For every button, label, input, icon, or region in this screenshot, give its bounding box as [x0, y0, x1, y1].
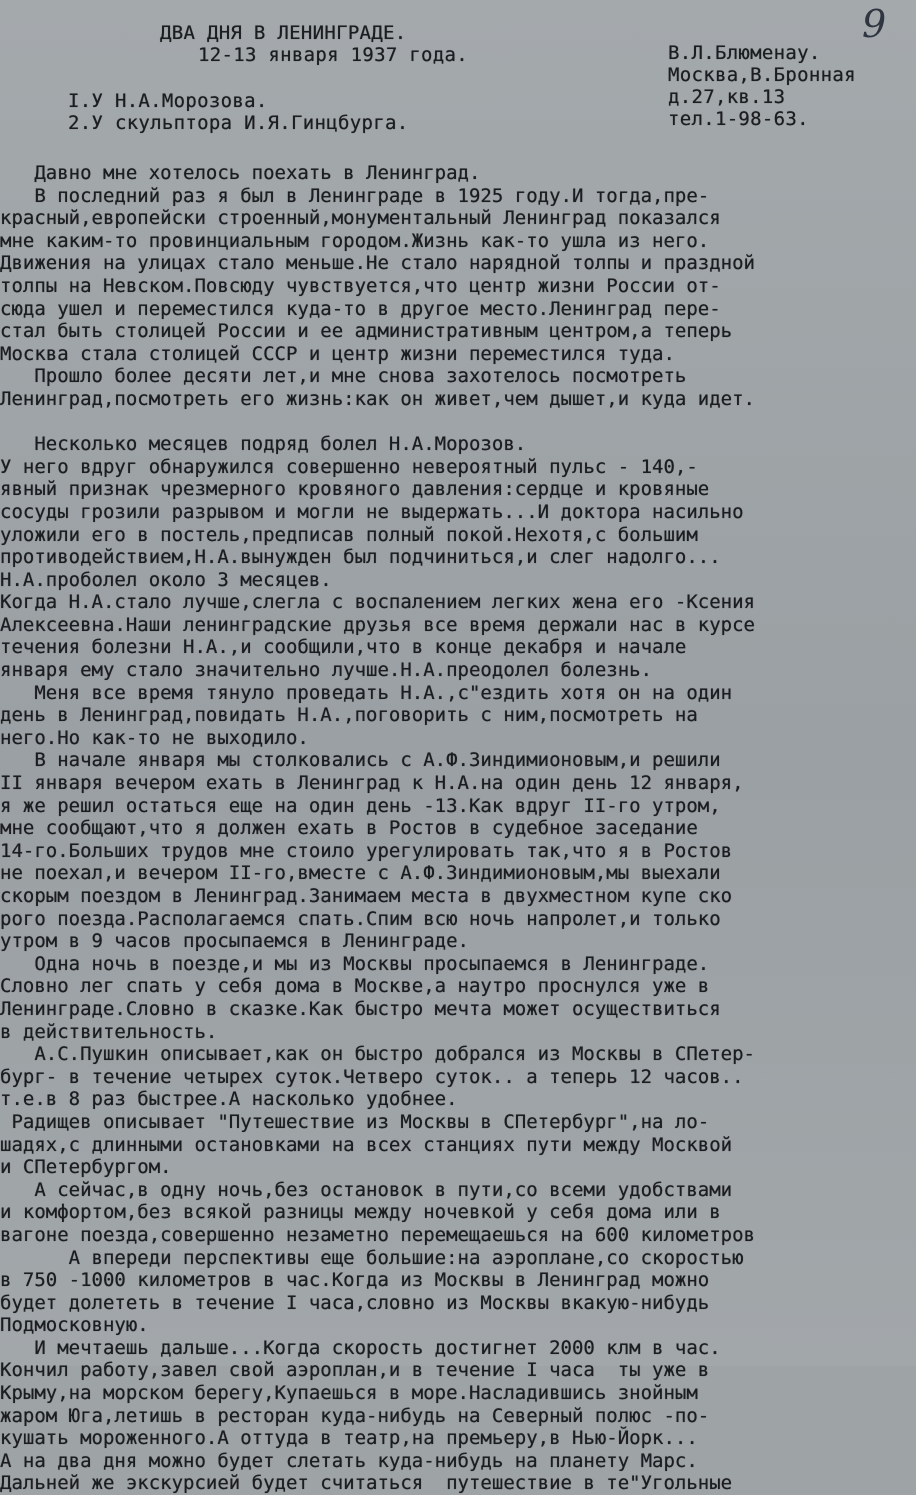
text-line: рого поезда.Располагаемся спать.Спим всю ночь напролет,и только: [0, 907, 721, 930]
text-line: Ленинграде.Словно в сказке.Как быстро мечта может осуществиться: [0, 997, 721, 1020]
text-line: бург- в течение четырех суток.Четверо суток.. а теперь 12 часов..: [0, 1065, 744, 1088]
text-line: будет долететь в течение I часа,словно из Москвы вкакую-нибудь: [0, 1291, 710, 1314]
text-line: Алексеевна.Наши ленинградские друзья все время держали нас в курсе: [0, 613, 755, 636]
text-line: скорым поездом в Ленинград.Занимаем места в двухместном купе ско: [0, 885, 733, 907]
page-number: 9: [862, 2, 887, 46]
text-line: стал быть столицей России и ее административным центром,а теперь: [0, 320, 733, 343]
author-address-street: Москва,В.Бронная: [668, 64, 856, 86]
text-line: Словно лег спать у себя дома в Москве,а наутро проснулся уже в: [0, 975, 710, 998]
text-line: не поехал,и вечером II-го,вместе с А.Ф.Зиндимионовым,мы выехали: [0, 862, 721, 885]
text-line: января ему стало значительно лучше.Н.А.преодолел болезнь.: [0, 659, 653, 682]
text-line: течения болезни Н.А.,и сообщили,что в конце декабря и начале: [0, 636, 687, 659]
text-line: я же решил остаться еще на один день -13.Как вдруг II-го утром,: [0, 794, 721, 817]
text-line: толпы на Невском.Повсюду чувствуется,что центр жизни России от-: [0, 274, 721, 297]
text-line: красный,европейски строенный,монументальный Ленинград показался: [0, 207, 721, 230]
text-line: А сейчас,в одну ночь,без остановок в пути,со всеми удобствами: [0, 1178, 733, 1201]
text-line: Давно мне хотелось поехать в Ленинград.: [0, 162, 481, 184]
text-line: Дальней же экскурсией будет считаться путешествие в те"Угольные: [0, 1472, 733, 1495]
text-line: Крыму,на морском берегу,Купаешься в море.Насладившись знойным: [0, 1382, 698, 1405]
text-line: в действительность.: [0, 1020, 218, 1043]
text-line: Меня все время тянуло проведать Н.А.,с"ездить хотя он на один: [0, 681, 733, 704]
text-line: И мечтаешь дальше...Когда скорость достигнет 2000 клм в час.: [0, 1336, 721, 1359]
author-name: В.Л.Блюменау.: [668, 42, 821, 64]
text-line: противодействием,Н.А.вынужден был подчиниться,и слег надолго...: [0, 546, 721, 569]
text-line: Движения на улицах стало меньше.Не стало нарядной толпы и праздной: [0, 252, 755, 275]
text-line: Ленинград,посмотреть его жизнь:как он живет,чем дышет,и куда идет.: [0, 387, 755, 410]
contents-item-1: I.У Н.А.Морозова.: [68, 90, 268, 112]
text-line: жаром Юга,летишь в ресторан куда-нибудь на Северный полюс -по-: [0, 1404, 710, 1427]
contents-item-2: 2.У скульптора И.Я.Гинцбурга.: [68, 112, 409, 134]
author-phone: тел.1-98-63.: [668, 108, 809, 130]
text-line: Одна ночь в поезде,и мы из Москвы просыпаемся в Ленинграде.: [0, 952, 710, 975]
text-line: Москва стала столицей СССР и центр жизни переместился туда.: [0, 342, 675, 365]
text-line: вагоне поезда,совершенно незаметно перемещаешься на 600 километров: [0, 1223, 755, 1246]
text-line: [0, 411, 916, 434]
text-line: и СПетербургом.: [0, 1156, 172, 1179]
text-line: шадях,с длинными остановками на всех станциях пути между Москвой: [0, 1133, 733, 1156]
text-line: день в Ленинград,повидать Н.А.,поговорить с ним,посмотреть на: [0, 704, 698, 727]
text-line: Радищев описывает "Путешествие из Москвы в СПетербург",на ло-: [0, 1110, 710, 1133]
text-line: Подмосковную.: [0, 1314, 149, 1337]
text-line: уложили его в постель,предписав полный покой.Нехотя,с большим: [0, 523, 698, 546]
text-line: него.Но как-то не выходило.: [0, 726, 309, 749]
text-line: сюда ушел и переместился куда-то в другое место.Ленинград пере-: [0, 297, 721, 320]
text-line: Несколько месяцев подряд болел Н.А.Морозов.: [0, 433, 527, 456]
text-line: мне каким-то провинциальным городом.Жизнь как-то ушла из него.: [0, 229, 710, 252]
text-line: А на два дня можно будет слетать куда-нибудь на планету Марс.: [0, 1449, 698, 1472]
text-line: А впереди перспективы еще большие:на аэроплане,со скоростью: [0, 1246, 744, 1269]
text-line: Кончил работу,завел свой аэроплан,и в течение I часа ты уже в: [0, 1359, 710, 1382]
text-line: утром в 9 часов просыпаемся в Ленинграде.: [0, 930, 469, 953]
text-line: в 750 -1000 километров в час.Когда из Москвы в Ленинград можно: [0, 1269, 710, 1292]
text-line: II января вечером ехать в Ленинград к Н.А.на один день 12 января,: [0, 772, 744, 795]
text-line: мне сообщают,что я должен ехать в Ростов в судебное заседание: [0, 817, 698, 840]
text-line: Н.А.проболел около 3 месяцев.: [0, 568, 332, 591]
text-line: В последний раз я был в Ленинграде в 1925 году.И тогда,пре-: [0, 184, 710, 207]
text-line: явный признак чрезмерного кровяного давления:сердце и кровяные: [0, 478, 710, 501]
text-line: и комфортом,без всякой разницы между ночевкой у себя дома или в: [0, 1201, 721, 1224]
document-body: [0, 162, 916, 1495]
document-title: ДВА ДНЯ В ЛЕНИНГРАДЕ.: [160, 22, 407, 44]
author-address-house: д.27,кв.13: [668, 86, 786, 108]
text-line: сосуды грозили разрывом и могли не выдержать...И доктора насильно: [0, 500, 744, 523]
text-line: У него вдруг обнаружился совершенно невероятный пульс - 140,-: [0, 455, 698, 478]
text-line: В начале января мы столковались с А.Ф.Зиндимионовым,и решили: [0, 749, 721, 772]
text-line: Когда Н.А.стало лучше,слегла с воспалением легких жена его -Ксения: [0, 591, 755, 614]
text-line: 14-го.Больших трудов мне стоило урегулировать так,что я в Ростов: [0, 839, 733, 862]
text-line: т.е.в 8 раз быстрее.А насколько удобнее.: [0, 1088, 458, 1111]
text-line: Прошло более десяти лет,и мне снова захотелось посмотреть: [0, 365, 687, 388]
text-line: кушать мороженного.А оттуда в театр,на премьеру,в Нью-Йорк...: [0, 1427, 698, 1450]
document-date: 12-13 января 1937 года.: [198, 44, 468, 66]
text-line: А.С.Пушкин описывает,как он быстро добрался из Москвы в СПетер-: [0, 1043, 755, 1066]
